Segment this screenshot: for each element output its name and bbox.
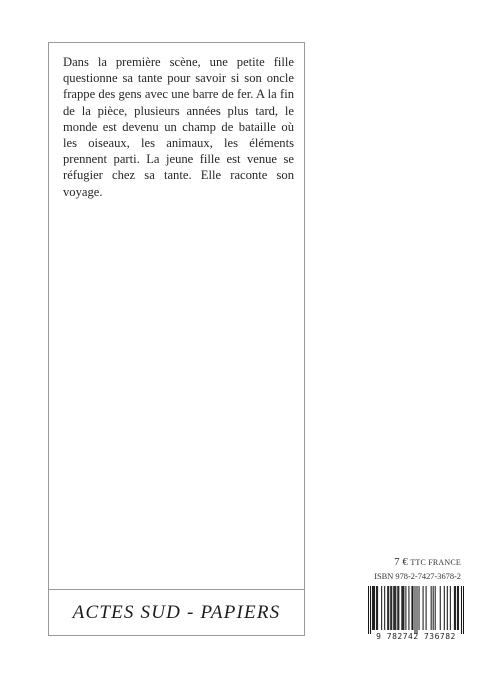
barcode-digits: 9 782742 736782	[376, 632, 456, 641]
barcode-bar	[447, 586, 448, 630]
barcode-bar	[435, 586, 436, 630]
barcode-bar	[454, 586, 455, 630]
isbn-line: ISBN 978-2-7427-3678-2	[374, 572, 461, 581]
barcode-bar	[414, 586, 415, 634]
price-line	[368, 556, 461, 568]
barcode-bar	[387, 586, 388, 630]
barcode-bar	[419, 586, 420, 630]
blurb-text: Dans la première scène, une petite fille questionne sa tante pour savoir si son oncle frappe des gens avec une barre de fer. A la fin de la pièce, plusieurs années plus tard, le monde est devenu un champ de bataille où les oiseaux, les animaux, les éléments prennent parti. La jeune fille est venue se réfugier chez sa tante. Elle raconte son voyage.	[63, 55, 294, 199]
barcode-bar	[376, 586, 377, 630]
barcode-bar	[411, 586, 412, 630]
barcode-bar	[384, 586, 385, 630]
barcode-bar	[394, 586, 395, 630]
barcode-bar	[457, 586, 458, 630]
barcode-bar	[433, 586, 434, 630]
blurb-frame	[48, 42, 305, 636]
barcode-icon	[366, 586, 466, 634]
barcode-bar	[398, 586, 399, 630]
barcode-bar	[401, 586, 402, 630]
barcode-bar	[373, 586, 374, 630]
barcode-bar	[402, 586, 403, 630]
publisher-name: ACTES SUD - PAPIERS	[72, 602, 281, 623]
barcode-bar	[463, 586, 464, 634]
barcode-bar	[444, 586, 445, 630]
barcode-bar	[403, 586, 404, 630]
barcode-bar	[391, 586, 392, 630]
barcode-bar	[405, 586, 406, 630]
barcode-bar	[372, 586, 373, 630]
barcode-bar	[381, 586, 382, 630]
barcode-bar	[440, 586, 441, 630]
barcode-bar	[423, 586, 424, 630]
barcode-bar	[455, 586, 456, 630]
publisher-imprint	[49, 589, 304, 636]
barcode-bar	[377, 586, 378, 630]
price-amount: 7 €	[394, 556, 408, 568]
barcode-bar	[368, 586, 369, 634]
barcode-bar	[388, 586, 389, 630]
barcode-bar	[408, 586, 409, 630]
barcode-bar	[426, 586, 427, 630]
barcode-bar	[393, 586, 394, 630]
barcode-bar	[412, 586, 413, 630]
barcode-bar	[461, 586, 462, 634]
price-tax-note: TTC FRANCE	[410, 558, 461, 567]
barcode-bar	[431, 586, 432, 630]
barcode-bar	[395, 586, 396, 630]
barcode-bar	[390, 586, 391, 630]
barcode-bar	[450, 586, 451, 630]
barcode-bar	[397, 586, 398, 630]
barcode-bar	[417, 586, 418, 634]
barcode-bar	[374, 586, 375, 630]
barcode-bar	[370, 586, 371, 634]
barcode-bar	[458, 586, 459, 630]
